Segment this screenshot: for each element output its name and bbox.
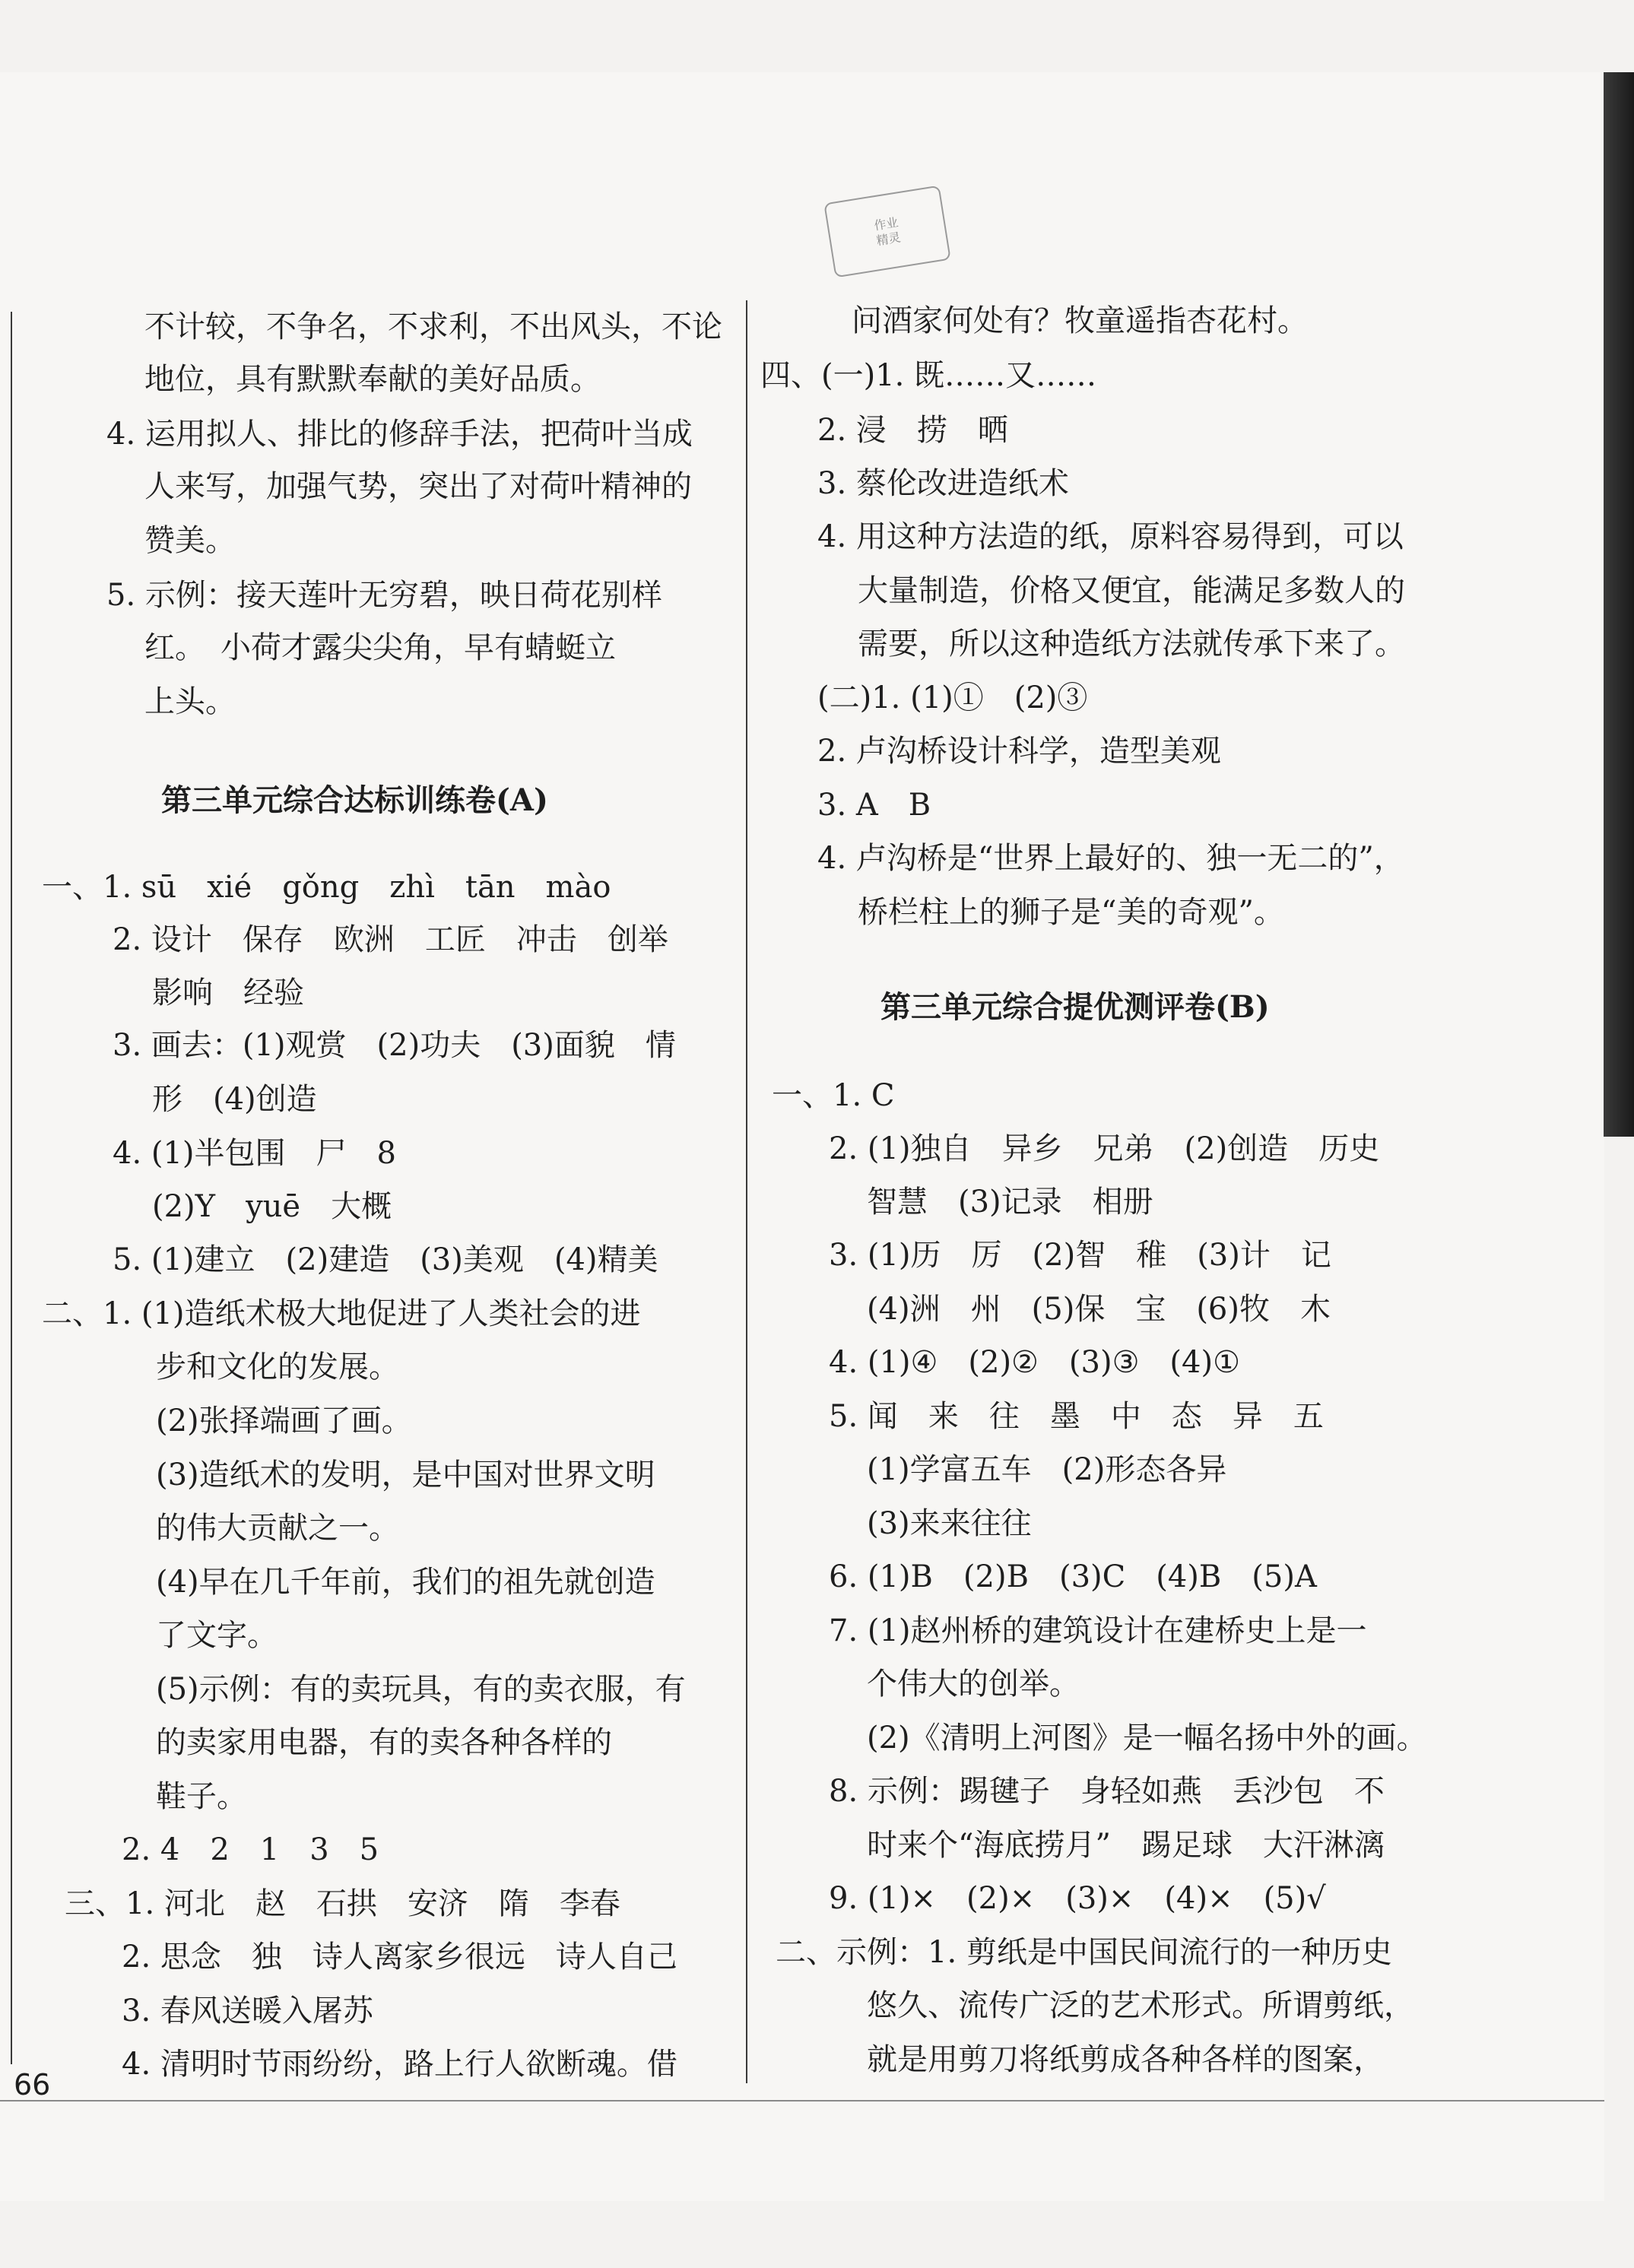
answer-item: 二、1. (1)造纸术极大地促进了人类社会的进 (42, 1296, 641, 1331)
text-line: 影响 经验 (152, 975, 304, 1010)
answer-item: 一、1. C (772, 1078, 895, 1113)
column-divider (746, 300, 747, 2083)
text-line: (3)来来往往 (867, 1506, 1032, 1541)
answer-item: 4. 清明时节雨纷纷，路上行人欲断魂。借 (122, 2047, 677, 2082)
text-line: 悠久、流传广泛的艺术形式。所谓剪纸， (867, 1988, 1414, 2023)
text-line: 了文字。 (156, 1618, 278, 1653)
text-line: 就是用剪刀将纸剪成各种各样的图案， (867, 2042, 1384, 2077)
text-line: 大量制造，价格又便宜，能满足多数人的 (858, 573, 1405, 608)
stamp-text-2: 精灵 (875, 229, 902, 248)
answer-item: 2. (1)独自 异乡 兄弟 (2)创造 历史 (829, 1131, 1380, 1166)
text-line: 形 (4)创造 (152, 1082, 317, 1117)
answer-item: 一、1. sū xié gǒng zhì tān mào (42, 870, 611, 905)
section-title: 第三单元综合提优测评卷(B) (880, 989, 1270, 1025)
answer-item: 3. A B (817, 788, 931, 823)
answer-item: 3. 春风送暖入屠苏 (122, 1994, 373, 2029)
text-line: 不计较，不争名，不求利，不出风头，不论 (144, 309, 722, 344)
text-line: 的卖家用电器，有的卖各种各样的 (156, 1725, 612, 1760)
left-margin-rule (11, 312, 12, 2064)
text-line: (4)早在几千年前，我们的祖先就创造 (156, 1565, 655, 1600)
text-line: 地位，具有默默奉献的美好品质。 (144, 362, 601, 397)
footer-rule (0, 2100, 1604, 2101)
answer-item: 3. 画去：(1)观赏 (2)功夫 (3)面貌 情 (113, 1028, 676, 1063)
answer-item: 5. 闻 来 往 墨 中 态 异 五 (829, 1399, 1324, 1434)
answer-item: 2. 浸 捞 晒 (817, 413, 1008, 448)
text-line: 红。 小荷才露尖尖角，早有蜻蜓立 (144, 630, 616, 665)
text-line: (3)造纸术的发明，是中国对世界文明 (156, 1458, 655, 1492)
answer-item: 3. (1)历 厉 (2)智 稚 (3)计 记 (829, 1238, 1331, 1273)
section-title: 第三单元综合达标训练卷(A) (161, 782, 548, 818)
text-line: 桥栏柱上的狮子是“美的奇观”。 (858, 895, 1284, 930)
answer-item: 5. (1)建立 (2)建造 (3)美观 (4)精美 (113, 1242, 658, 1277)
text-line: (2)《清明上河图》是一幅名扬中外的画。 (867, 1721, 1427, 1756)
text-line: (1)学富五车 (2)形态各异 (867, 1452, 1227, 1487)
text-line: (2)张择端画了画。 (156, 1404, 412, 1439)
answer-item: 4. (1)半包围 尸 8 (113, 1136, 396, 1171)
answer-item: 3. 蔡伦改进造纸术 (817, 466, 1069, 501)
answer-item: 4. 用这种方法造的纸，原料容易得到，可以 (817, 519, 1404, 554)
text-line: 问酒家何处有？牧童遥指杏花村。 (852, 303, 1308, 338)
answer-item: 三、1. 河北 赵 石拱 安济 隋 李春 (65, 1886, 620, 1921)
answer-item: 二、示例：1. 剪纸是中国民间流行的一种历史 (776, 1935, 1392, 1970)
text-line: 时来个“海底捞月” 踢足球 大汗淋漓 (867, 1828, 1385, 1863)
text-line: 的伟大贡献之一。 (156, 1511, 399, 1546)
text-line: 步和文化的发展。 (156, 1350, 399, 1385)
answer-item: 2. 设计 保存 欧洲 工匠 冲击 创举 (113, 922, 668, 957)
text-line: 智慧 (3)记录 相册 (867, 1185, 1153, 1220)
text-line: (2)Y yuē 大概 (152, 1189, 392, 1224)
answer-item: 6. (1)B (2)B (3)C (4)B (5)A (829, 1559, 1317, 1594)
answer-item: 8. 示例：踢毽子 身轻如燕 丢沙包 不 (829, 1774, 1385, 1809)
answer-item: 4. 卢沟桥是“世界上最好的、独一无二的”， (817, 841, 1404, 876)
answer-item: 7. (1)赵州桥的建筑设计在建桥史上是一 (829, 1613, 1367, 1648)
text-line: (5)示例：有的卖玩具，有的卖衣服，有 (156, 1672, 686, 1707)
answer-item: 4. (1)④ (2)② (3)③ (4)① (829, 1345, 1240, 1380)
text-line: 赞美。 (144, 523, 236, 558)
text-line: 上头。 (144, 684, 236, 719)
answer-item: 9. (1)× (2)× (3)× (4)× (5)√ (829, 1881, 1326, 1916)
text-line: 鞋子。 (156, 1779, 247, 1814)
text-line: 人来写，加强气势，突出了对荷叶精神的 (144, 469, 692, 504)
page-number: 66 (14, 2068, 51, 2101)
text-line: 个伟大的创举。 (867, 1667, 1080, 1702)
answer-item: 4. 运用拟人、排比的修辞手法，把荷叶当成 (106, 417, 693, 452)
text-line: 需要，所以这种造纸方法就传承下来了。 (858, 626, 1405, 661)
answer-item: 2. 卢沟桥设计科学，造型美观 (817, 734, 1221, 769)
stamp-text-1: 作业 (873, 214, 899, 233)
answer-item: 2. 4 2 1 3 5 (122, 1832, 379, 1867)
text-line: (4)洲 州 (5)保 宝 (6)牧 木 (867, 1292, 1331, 1327)
answer-item: 四、(一)1. 既……又…… (760, 358, 1097, 393)
answer-item: 5. 示例：接天莲叶无穷碧，映日荷花别样 (106, 578, 662, 613)
torn-page-edge (1604, 72, 1634, 1137)
answer-item: (二)1. (1)① (2)③ (817, 680, 1088, 715)
answer-item: 2. 思念 独 诗人离家乡很远 诗人自己 (122, 1940, 677, 1975)
